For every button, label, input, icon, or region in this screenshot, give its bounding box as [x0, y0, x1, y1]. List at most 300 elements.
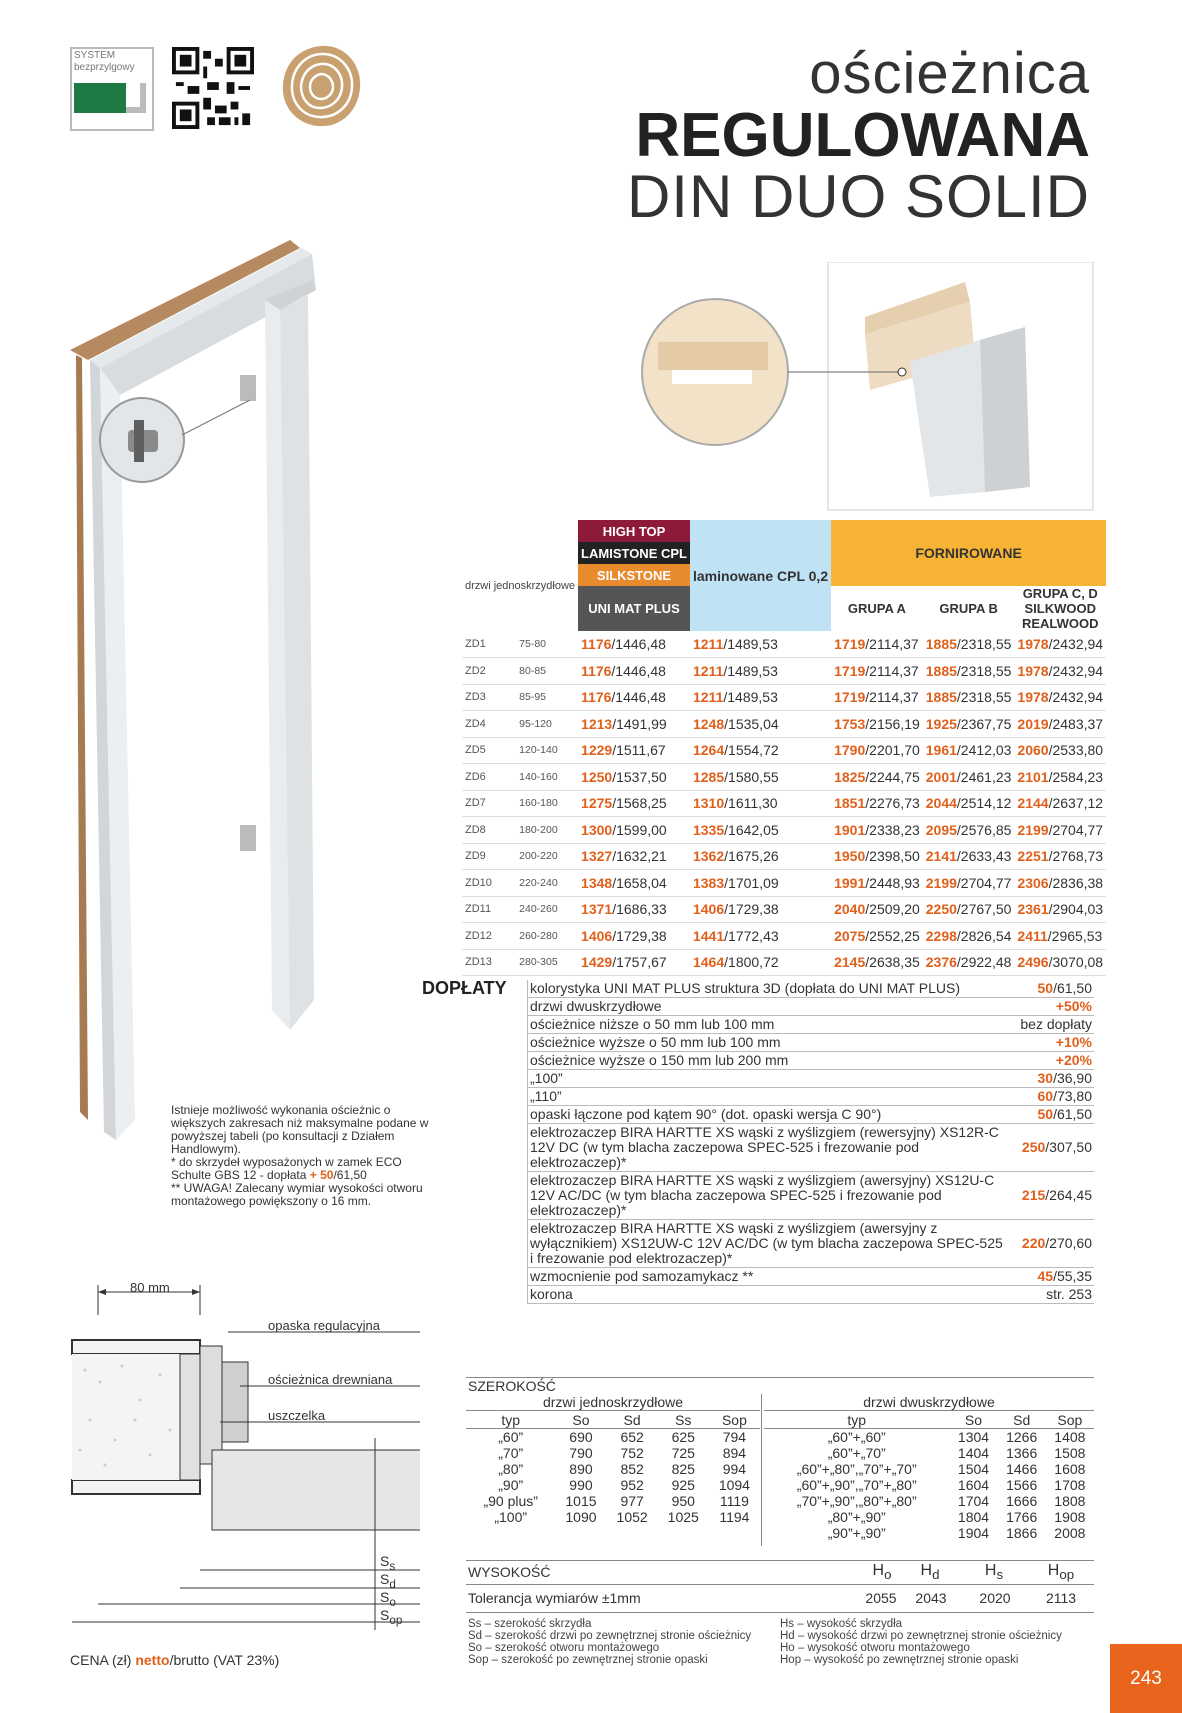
- price-brutto: /2412,03: [956, 742, 1012, 759]
- row-zd: ZD10: [462, 870, 516, 897]
- double-cell: 1904: [957, 1525, 990, 1541]
- single-row: [466, 1493, 760, 1509]
- price-cell: [578, 631, 690, 658]
- single-cell: 825: [671, 1461, 695, 1477]
- h2-so: So: [964, 1412, 983, 1428]
- price-cell: [923, 923, 1015, 950]
- row-zd: ZD13: [462, 949, 516, 976]
- price-row: [462, 949, 1106, 976]
- price-cell: [1014, 684, 1106, 711]
- price-brutto: /1489,53: [723, 689, 778, 706]
- price-cell: [690, 658, 831, 685]
- price-netto: 2040: [834, 901, 866, 918]
- price-brutto: /2826,54: [956, 927, 1012, 944]
- single-row: [466, 1477, 760, 1493]
- single-cell: 890: [569, 1461, 593, 1477]
- price-netto: 2251: [1017, 848, 1049, 865]
- price-cell: [578, 711, 690, 738]
- price-netto: 1211: [692, 636, 724, 652]
- row-range: 140-160: [516, 764, 578, 791]
- ho-header: $H_o$: [872, 1562, 892, 1583]
- category-silkstone: SILKSTONE: [578, 564, 690, 586]
- price-netto: 1978: [1017, 636, 1049, 652]
- price-cell: [1014, 896, 1106, 923]
- price-brutto: /1446,48: [611, 689, 666, 706]
- price-netto: 1825: [834, 768, 866, 785]
- price-row: [462, 631, 1106, 658]
- group-b-header: GRUPA B: [923, 586, 1015, 631]
- price-brutto: /1537,50: [612, 768, 667, 785]
- single-cell: 625: [671, 1429, 695, 1445]
- doplata-brutto: /61,50: [1053, 980, 1092, 996]
- price-netto: 1719: [834, 636, 866, 652]
- category-fornirowane: FORNIROWANE: [831, 520, 1106, 586]
- price-netto: 2095: [925, 821, 957, 838]
- wood-rings-icon: [278, 42, 364, 130]
- double-cell: 1608: [1054, 1461, 1086, 1477]
- doplata-brutto: /61,50: [1053, 1106, 1092, 1122]
- doplata-desc: ościeżnice wyższe o 50 mm lub 100 mm: [528, 1034, 1007, 1052]
- single-cell: „90”: [498, 1477, 524, 1493]
- doplata-row: [528, 980, 1095, 998]
- price-cell: [690, 737, 831, 764]
- price-netto: 1213: [581, 715, 613, 732]
- price-cell: [923, 896, 1015, 923]
- price-cell: [923, 737, 1015, 764]
- row-range: 80-85: [516, 658, 578, 685]
- doplata-desc: drzwi dwuskrzydłowe: [528, 998, 1007, 1016]
- price-brutto: /1489,53: [723, 662, 778, 679]
- label-opaska: opaska regulacyjna: [268, 1318, 381, 1333]
- price-brutto: /2552,25: [865, 927, 920, 944]
- double-cell: 1908: [1054, 1509, 1086, 1525]
- doplata-netto: 30: [1037, 1070, 1054, 1086]
- price-brutto: /2533,80: [1048, 742, 1104, 759]
- doplata-desc: elektrozaczep BIRA HARTTE XS wąski z wyślizgiem (awersyjny z wyłącznikiem) XS12UW-C 12V AC/DC (w tym blacha zaczepowa SPEC-525 i frezowanie pod elektrozaczep)*: [528, 1220, 1007, 1268]
- group-c-header: GRUPA C, D SILKWOOD REALWOOD: [1014, 586, 1106, 631]
- title-line-2: REGULOWANA: [635, 101, 1090, 170]
- price-netto: 1310: [692, 795, 725, 812]
- price-row: [462, 711, 1106, 738]
- price-cell: [831, 923, 923, 950]
- doplata-value: [1006, 1124, 1094, 1172]
- price-netto: 2141: [925, 848, 957, 865]
- price-cell: [1014, 711, 1106, 738]
- wysokosc-title: WYSOKOŚĆ: [468, 1564, 551, 1580]
- double-cell: 1366: [1006, 1445, 1038, 1461]
- double-cell: 1504: [957, 1461, 990, 1477]
- doplata-value: [1006, 1172, 1094, 1220]
- price-brutto: /2461,23: [956, 768, 1012, 785]
- single-row: [466, 1461, 760, 1477]
- price-row: [462, 684, 1106, 711]
- doplata-desc: ościeżnice niższe o 50 mm lub 100 mm: [528, 1016, 1007, 1034]
- single-cell: 977: [620, 1493, 644, 1509]
- price-cell: [578, 658, 690, 685]
- doplata-row: [528, 1268, 1095, 1286]
- price-cell: [1014, 870, 1106, 897]
- price-brutto: /2965,53: [1047, 927, 1103, 944]
- price-cell: [690, 631, 831, 658]
- price-cell: [1014, 631, 1106, 658]
- price-netto: 1885: [925, 636, 957, 652]
- doplata-brutto: bez dopłaty: [1020, 1016, 1092, 1032]
- doplata-brutto: /36,90: [1053, 1070, 1092, 1086]
- h-typ: typ: [501, 1412, 521, 1428]
- category-high-top: HIGH TOP: [578, 520, 690, 542]
- doplata-row: [528, 1016, 1095, 1034]
- price-netto: 2060: [1017, 742, 1049, 759]
- price-brutto: /1489,53: [723, 636, 778, 652]
- single-row: [466, 1445, 760, 1461]
- price-brutto: /2114,37: [865, 662, 919, 679]
- row-range: 85-95: [516, 684, 578, 711]
- doplata-value: [1006, 1088, 1094, 1106]
- label-sd: $S_d$: [380, 1571, 396, 1591]
- row-zd: ZD5: [462, 737, 516, 764]
- single-cell: 1194: [719, 1509, 750, 1525]
- system-bezprzylgowy-badge: [70, 47, 154, 131]
- price-row: [462, 790, 1106, 817]
- double-cell: 1304: [957, 1429, 990, 1445]
- doplata-value: [1006, 1052, 1094, 1070]
- category-lamistone: LAMISTONE CPL: [578, 542, 690, 564]
- doplata-value: [1006, 1220, 1094, 1268]
- single-cell: „80”: [498, 1461, 524, 1477]
- doplata-value: [1006, 1286, 1094, 1304]
- price-cell: [831, 790, 923, 817]
- doplata-value: [1006, 1016, 1094, 1034]
- doplata-row: [528, 998, 1095, 1016]
- price-brutto: /1568,25: [612, 795, 667, 812]
- price-netto: 2298: [925, 927, 957, 944]
- price-netto: 1719: [834, 689, 866, 706]
- hs-header: $H_s$: [984, 1562, 1004, 1583]
- hs-value: 2020: [979, 1590, 1011, 1606]
- wys-mid-rule: [466, 1584, 1094, 1585]
- row-range: 240-260: [516, 896, 578, 923]
- price-cell: [690, 764, 831, 791]
- doplata-desc: ościeżnice wyższe o 150 mm lub 200 mm: [528, 1052, 1007, 1070]
- price-cell: [1014, 843, 1106, 870]
- price-legend: CENA (zł) netto/brutto (VAT 23%): [70, 1652, 280, 1668]
- price-netto: 2411: [1017, 927, 1048, 944]
- doplaty-label: DOPŁATY: [422, 978, 507, 998]
- price-brutto: /2156,19: [865, 715, 920, 732]
- double-cell: 1704: [957, 1493, 990, 1509]
- price-netto: 1429: [581, 954, 613, 971]
- price-netto: 1901: [834, 821, 866, 838]
- doplata-netto: +10%: [1055, 1034, 1092, 1050]
- price-cell: [578, 790, 690, 817]
- double-cell: 1566: [1006, 1477, 1038, 1493]
- price-cell: [690, 817, 831, 844]
- single-row: [466, 1429, 760, 1446]
- price-netto: 2250: [925, 901, 957, 918]
- price-netto: 2306: [1017, 874, 1049, 891]
- double-cell: „90”+„90”: [827, 1525, 886, 1541]
- price-netto: 1211: [692, 662, 724, 679]
- price-cell: [690, 684, 831, 711]
- price-cell: [690, 711, 831, 738]
- doplata-desc: „110”: [528, 1088, 1007, 1106]
- doplata-row: [528, 1220, 1095, 1268]
- price-brutto: /2704,77: [956, 874, 1012, 891]
- price-cell: [578, 684, 690, 711]
- row-range: 75-80: [516, 631, 578, 658]
- price-brutto: /2432,94: [1048, 662, 1104, 679]
- price-brutto: /1632,21: [612, 848, 667, 865]
- price-cell: [1014, 817, 1106, 844]
- doplata-desc: kolorystyka UNI MAT PLUS struktura 3D (dopłata do UNI MAT PLUS): [528, 980, 1007, 998]
- single-cell: 925: [671, 1477, 695, 1493]
- price-netto: 2044: [925, 795, 957, 812]
- doplata-netto: 50: [1037, 1106, 1054, 1122]
- price-brutto: /2633,43: [956, 848, 1012, 865]
- price-brutto: /1554,72: [724, 742, 779, 759]
- row-range: 220-240: [516, 870, 578, 897]
- doplata-row: [528, 1034, 1095, 1052]
- single-cell: „90 plus”: [483, 1493, 538, 1509]
- title-line-1: ościeżnica: [809, 41, 1090, 106]
- doplata-value: [1006, 1070, 1094, 1088]
- single-cell: 1094: [718, 1477, 750, 1493]
- doplata-desc: elektrozaczep BIRA HARTTE XS wąski z wyślizgiem (rewersyjny) XS12R-C 12V DC (w tym blacha zaczepowa SPEC-525 i frezowanie pod elektrozaczep)*: [528, 1124, 1007, 1172]
- price-netto: 1406: [692, 901, 725, 918]
- double-cell: „60”+„70”: [827, 1445, 886, 1461]
- price-netto: 1176: [581, 662, 612, 679]
- row-zd: ZD12: [462, 923, 516, 950]
- h-sop: Sop: [721, 1412, 747, 1428]
- price-brutto: /3070,08: [1048, 954, 1104, 971]
- double-cell: „60”+„80”,„70”+„70”: [796, 1461, 917, 1477]
- price-brutto: /1729,38: [612, 927, 667, 944]
- double-cell: „60”+„90”,„70”+„80”: [796, 1477, 917, 1493]
- double-cell: „60”+„60”: [827, 1429, 886, 1445]
- double-cell: 1666: [1006, 1493, 1038, 1509]
- doplata-value: [1006, 1034, 1094, 1052]
- single-cell: 852: [620, 1461, 644, 1477]
- price-brutto: /1757,67: [612, 954, 667, 971]
- h-sd: Sd: [623, 1412, 641, 1428]
- single-cell: 794: [722, 1429, 747, 1445]
- price-table: [462, 520, 1106, 976]
- price-row: [462, 658, 1106, 685]
- price-brutto: /2244,75: [865, 768, 920, 785]
- price-cell: [923, 790, 1015, 817]
- title-line-3: DIN DUO SOLID: [626, 163, 1090, 230]
- single-cell: 752: [620, 1445, 644, 1461]
- price-brutto: /2514,12: [956, 795, 1012, 812]
- hd-value: 2043: [915, 1590, 947, 1606]
- price-netto: 1991: [834, 874, 866, 891]
- price-netto: 2199: [1017, 821, 1049, 838]
- single-cell: 952: [620, 1477, 644, 1493]
- price-netto: 1753: [834, 715, 866, 732]
- hop-value: 2113: [1045, 1590, 1077, 1606]
- label-ss: $S_s$: [380, 1553, 396, 1573]
- price-cell: [578, 870, 690, 897]
- price-cell: [923, 949, 1015, 976]
- dim-80mm: 80 mm: [130, 1280, 170, 1295]
- price-netto: 1176: [581, 689, 612, 706]
- doplata-netto: 45: [1037, 1268, 1054, 1284]
- price-brutto: /2448,93: [865, 874, 920, 891]
- qr-code-icon: [172, 47, 254, 129]
- price-netto: 2361: [1017, 901, 1049, 918]
- price-cell: [690, 870, 831, 897]
- price-netto: 1275: [581, 795, 613, 812]
- price-brutto: /1580,55: [724, 768, 779, 785]
- double-cell: 1708: [1054, 1477, 1086, 1493]
- single-width-table: [466, 1412, 760, 1525]
- szer-top-rule: [466, 1377, 1094, 1378]
- price-cell: [831, 764, 923, 791]
- doplata-row: [528, 1106, 1095, 1124]
- price-brutto: /1729,38: [724, 901, 779, 918]
- double-cell: „70”+„90”,„80”+„80”: [796, 1493, 917, 1509]
- doplata-row: [528, 1286, 1095, 1304]
- frame-profile-detail: [640, 262, 1095, 512]
- price-brutto: /1611,30: [724, 795, 778, 812]
- doplata-netto: 60: [1037, 1088, 1054, 1104]
- price-netto: 1176: [581, 636, 612, 652]
- price-netto: 1978: [1017, 689, 1049, 706]
- group-a-header: GRUPA A: [831, 586, 923, 631]
- price-brutto: /1535,04: [724, 715, 779, 732]
- price-cell: [923, 684, 1015, 711]
- price-cell: [831, 737, 923, 764]
- single-cell: „60”: [498, 1429, 524, 1445]
- price-netto: 2144: [1017, 795, 1049, 812]
- wys-top-rule: [466, 1560, 1094, 1561]
- price-netto: 1335: [692, 821, 725, 838]
- price-brutto: /2483,37: [1048, 715, 1104, 732]
- price-brutto: /2904,03: [1048, 901, 1104, 918]
- price-cell: [831, 711, 923, 738]
- single-cell: 894: [722, 1445, 747, 1461]
- double-row: [764, 1429, 1094, 1446]
- h-so: So: [572, 1412, 590, 1428]
- hop-header: $H_{op}$: [1047, 1562, 1075, 1583]
- price-cell: [831, 843, 923, 870]
- price-cell: [831, 870, 923, 897]
- price-row: [462, 870, 1106, 897]
- price-netto: 1719: [834, 662, 866, 679]
- price-cell: [578, 737, 690, 764]
- doplata-desc: „100”: [528, 1070, 1007, 1088]
- double-cell: 1866: [1006, 1525, 1038, 1541]
- price-brutto: /1599,00: [612, 821, 667, 838]
- price-netto: 2101: [1017, 768, 1049, 785]
- double-width-table: [764, 1412, 1094, 1541]
- doplata-desc: elektrozaczep BIRA HARTTE XS wąski z wyślizgiem (awersyjny) XS12U-C 12V AC/DC (w tym blacha zaczepowa SPEC-525 i frezowanie pod elektrozaczep)*: [528, 1172, 1007, 1220]
- price-brutto: /2637,12: [1048, 795, 1104, 812]
- doplata-row: [528, 1088, 1095, 1106]
- price-netto: 2376: [925, 954, 957, 971]
- double-row: [764, 1509, 1094, 1525]
- double-cell: 1766: [1006, 1509, 1038, 1525]
- row-range: 200-220: [516, 843, 578, 870]
- doplata-brutto: str. 253: [1046, 1286, 1092, 1302]
- price-netto: 1371: [581, 901, 613, 918]
- single-cell: 1119: [719, 1493, 749, 1509]
- price-cell: [831, 658, 923, 685]
- single-cell: 652: [620, 1429, 644, 1445]
- price-brutto: /1772,43: [724, 927, 779, 944]
- doplata-brutto: /73,80: [1053, 1088, 1092, 1104]
- price-cell: [1014, 764, 1106, 791]
- note-p3: ** UWAGA! Zalecany wymiar wysokości otworu montażowego powiększony o 16 mm.: [171, 1181, 423, 1208]
- price-netto: 2199: [925, 874, 957, 891]
- price-netto: 1300: [581, 821, 613, 838]
- wys-bottom-rule: [466, 1612, 1094, 1613]
- doplata-brutto: /264,45: [1045, 1187, 1092, 1203]
- price-cell: [1014, 923, 1106, 950]
- price-cell: [578, 817, 690, 844]
- single-title: drzwi jednoskrzydłowe: [466, 1394, 760, 1411]
- price-netto: 1885: [925, 662, 957, 679]
- doplata-row: [528, 1070, 1095, 1088]
- szer-divider: [761, 1394, 762, 1546]
- double-cell: 1408: [1054, 1429, 1086, 1445]
- price-cell: [923, 658, 1015, 685]
- price-cell: [690, 949, 831, 976]
- price-netto: 1229: [581, 742, 613, 759]
- price-cell: [831, 817, 923, 844]
- price-brutto: /1446,48: [611, 636, 666, 652]
- page-number: 243: [1110, 1644, 1182, 1713]
- hd-header: $H_d$: [920, 1562, 940, 1583]
- doplata-desc: korona: [528, 1286, 1007, 1304]
- price-cell: [1014, 949, 1106, 976]
- info-note: [171, 1104, 441, 1208]
- doplata-netto: +50%: [1055, 998, 1092, 1014]
- doplata-value: [1006, 980, 1094, 998]
- single-cell: 790: [569, 1445, 593, 1461]
- doplata-value: [1006, 1106, 1094, 1124]
- single-cell: 1090: [565, 1509, 597, 1525]
- double-title: drzwi dwuskrzydłowe: [764, 1394, 1094, 1411]
- price-brutto: /2432,94: [1048, 636, 1104, 652]
- price-brutto: /2367,75: [956, 715, 1012, 732]
- price-brutto: /1686,33: [612, 901, 667, 918]
- price-cell: [578, 949, 690, 976]
- double-cell: 1466: [1006, 1461, 1038, 1477]
- price-netto: 1885: [925, 689, 957, 706]
- price-cell: [923, 870, 1015, 897]
- price-netto: 1285: [692, 768, 725, 785]
- row-zd: ZD6: [462, 764, 516, 791]
- price-brutto: /2114,37: [865, 636, 919, 652]
- price-cell: [578, 923, 690, 950]
- double-cell: 1804: [957, 1509, 990, 1525]
- row-zd: ZD2: [462, 658, 516, 685]
- price-cell: [923, 764, 1015, 791]
- price-netto: 2075: [834, 927, 866, 944]
- double-row: [764, 1525, 1094, 1541]
- double-cell: 2008: [1054, 1525, 1086, 1541]
- h2-sd: Sd: [1013, 1412, 1031, 1428]
- price-cell: [923, 711, 1015, 738]
- single-row: [466, 1509, 760, 1525]
- single-cell: 690: [569, 1429, 593, 1445]
- note-p1: Istnieje możliwość wykonania ościeżnic o większych zakresach niż maksymalne podane w powyższej tabeli (po konsultacji z Działem Handlowym).: [171, 1103, 429, 1156]
- price-netto: 1851: [834, 795, 866, 812]
- row-zd: ZD4: [462, 711, 516, 738]
- row-range: 260-280: [516, 923, 578, 950]
- doplata-netto: 50: [1037, 980, 1054, 996]
